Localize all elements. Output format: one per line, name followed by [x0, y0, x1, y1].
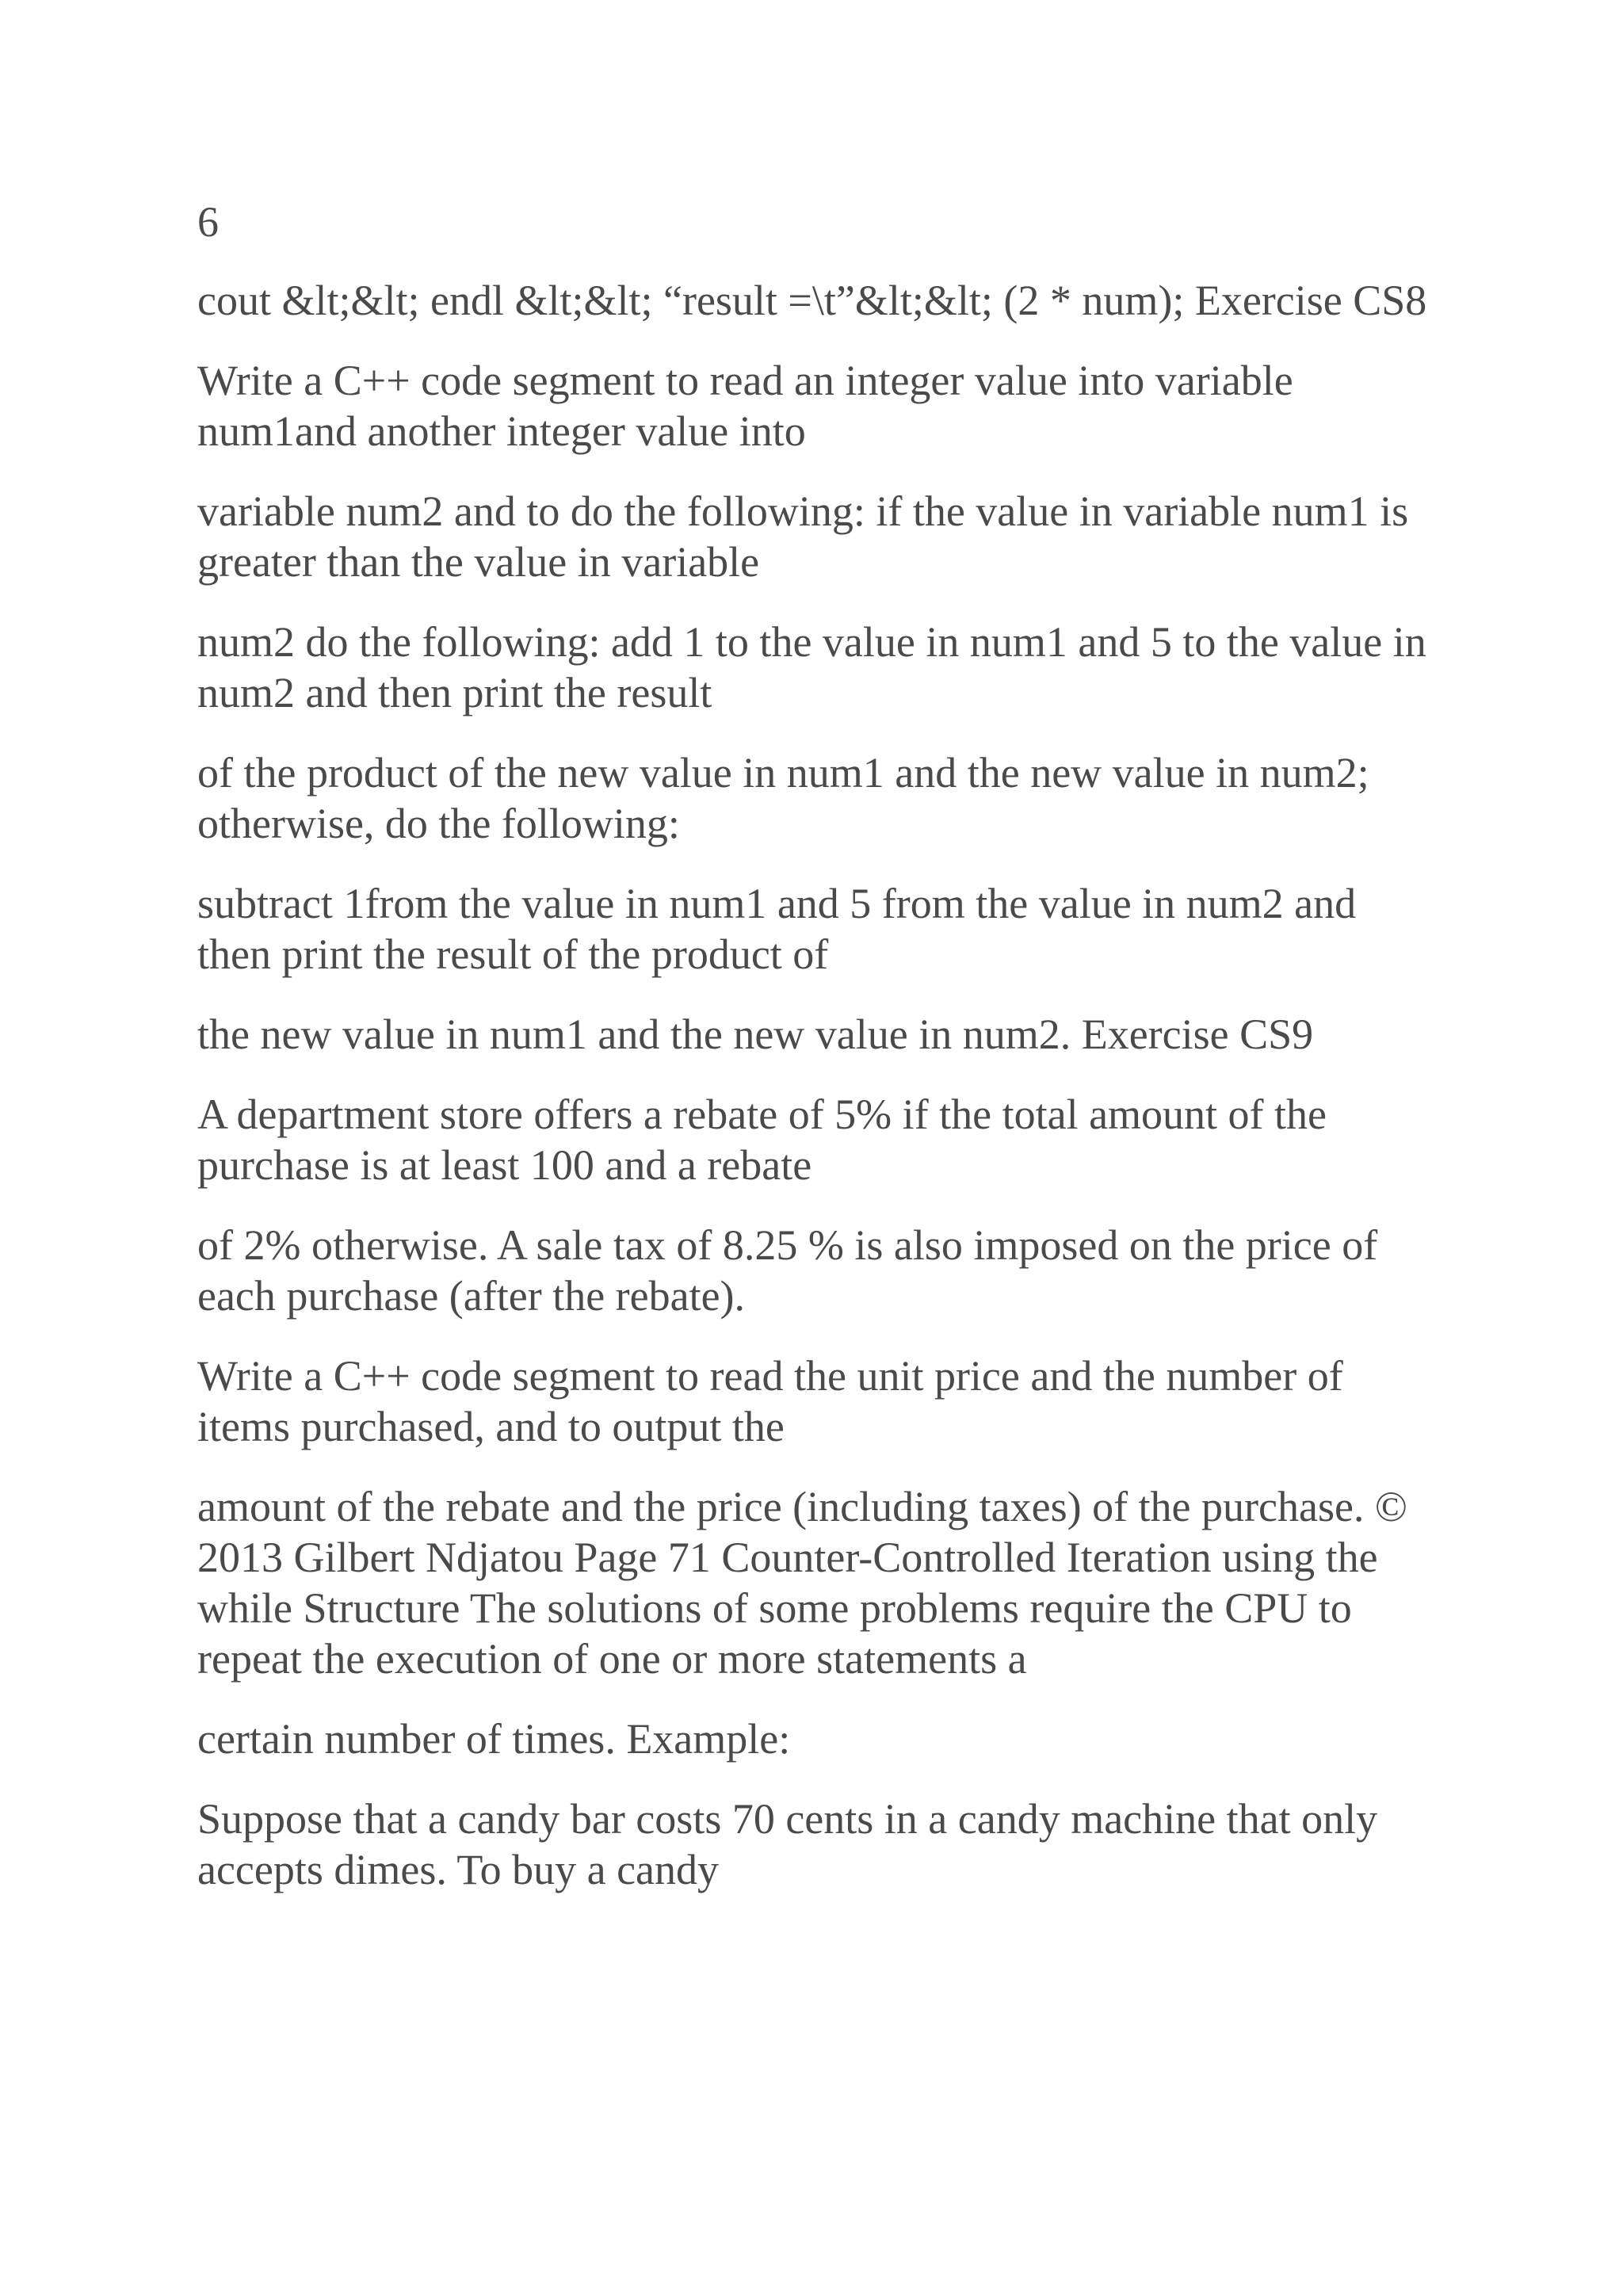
- paragraph: certain number of times. Example:: [197, 1715, 791, 1763]
- paragraph: A department store offers a rebate of 5% if the total amount of the purchase is at least 100 and a rebate: [197, 1091, 1327, 1189]
- paragraph: amount of the rebate and the price (including taxes) of the purchase. © 2013 Gilbert Ndjatou Page 71 Counter-Controlled Iteration using the while Structure The solutions of some problems require the CPU to repeat the execution of one or more statements a: [197, 1483, 1407, 1683]
- paragraph: the new value in num1 and the new value in num2. Exercise CS9: [197, 1010, 1314, 1058]
- paragraph: Write a C++ code segment to read an integer value into variable num1and another integer value into: [197, 357, 1293, 455]
- paragraph: subtract 1from the value in num1 and 5 from the value in num2 and then print the result of the product of: [197, 880, 1357, 978]
- paragraph: of the product of the new value in num1 and the new value in num2; otherwise, do the following:: [197, 749, 1369, 847]
- page-number: 6: [197, 198, 219, 246]
- paragraph: num2 do the following: add 1 to the value in num1 and 5 to the value in num2 and then print the result: [197, 618, 1426, 716]
- paragraph: of 2% otherwise. A sale tax of 8.25 % is also imposed on the price of each purchase (after the rebate).: [197, 1221, 1378, 1320]
- paragraph: variable num2 and to do the following: if the value in variable num1 is greater than the value in variable: [197, 487, 1409, 586]
- paragraph: Suppose that a candy bar costs 70 cents in a candy machine that only accepts dimes. To buy a candy: [197, 1795, 1378, 1893]
- page-body: [197, 275, 1434, 1924]
- paragraph: cout &lt;&lt; endl &lt;&lt; “result =\t”&lt;&lt; (2 * num); Exercise CS8: [197, 277, 1427, 324]
- paragraph: Write a C++ code segment to read the unit price and the number of items purchased, and to output the: [197, 1352, 1343, 1450]
